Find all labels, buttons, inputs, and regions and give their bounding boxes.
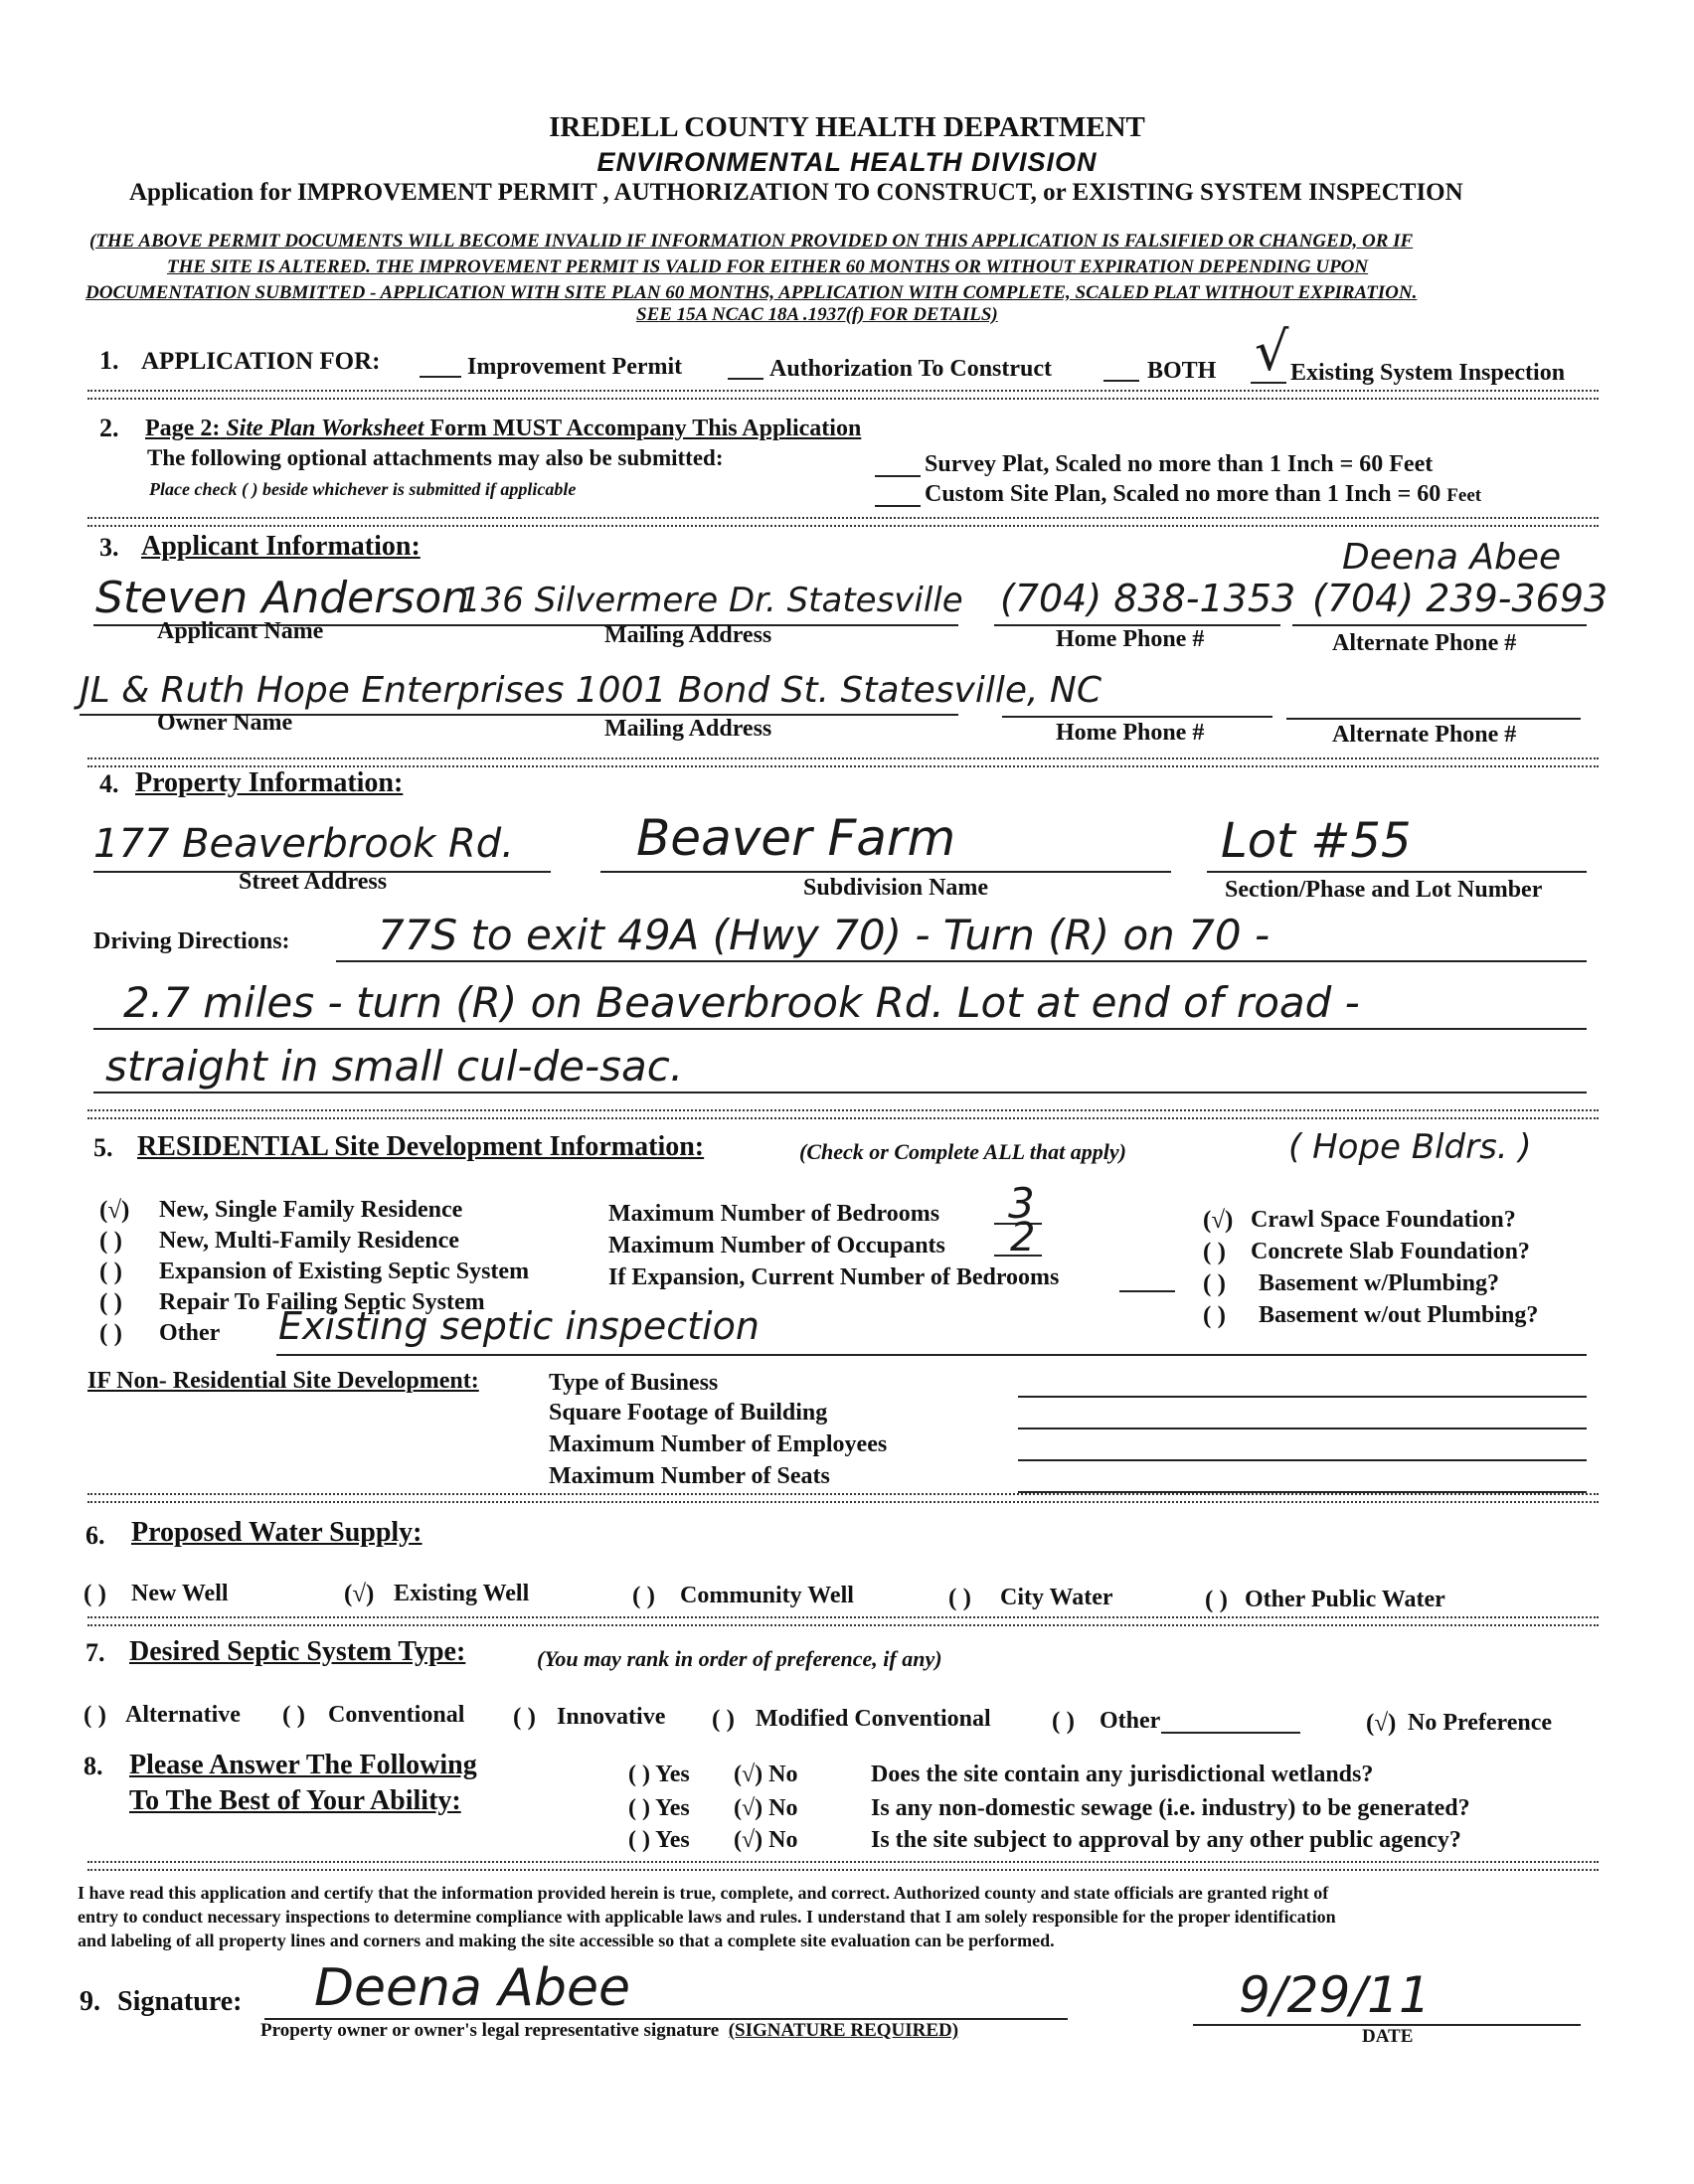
owner-name-label: Owner Name (157, 710, 293, 736)
separator (87, 390, 1599, 400)
must-accompany-label: Form MUST Accompany This Application (429, 416, 862, 441)
square-footage-label: Square Footage of Building (549, 1400, 828, 1426)
new-well-checkbox[interactable]: ( ) (84, 1581, 106, 1607)
certification-line-1: I have read this application and certify that the information provided herein is true, complete, and correct. Authorized county and state officials are granted right of (78, 1883, 1329, 1903)
separator (87, 1109, 1599, 1119)
section-7-number: 7. (85, 1638, 105, 1667)
property-info-title: Property Information: (135, 767, 404, 798)
custom-site-plan-blank[interactable] (875, 505, 921, 507)
disclaimer-line-4: SEE 15A NCAC 18A .1937(f) FOR DETAILS) (636, 304, 998, 325)
innovative-label: Innovative (557, 1704, 666, 1730)
subdivision-line (600, 871, 1171, 873)
signature-caption-text: Property owner or owner's legal representative signature (260, 2020, 720, 2041)
optional-attachments-text: The following optional attachments may also be submitted: (147, 445, 724, 470)
street-address-value[interactable]: 177 Beaverbrook Rd. (93, 821, 514, 867)
alt-phone-line (1292, 624, 1587, 626)
separator (87, 1861, 1599, 1871)
other-line (276, 1354, 1587, 1356)
max-bedrooms-label: Maximum Number of Bedrooms (608, 1201, 940, 1227)
square-footage-line[interactable] (1018, 1428, 1587, 1429)
subdivision-value[interactable]: Beaver Farm (636, 809, 956, 867)
concrete-slab-label: Concrete Slab Foundation? (1251, 1239, 1530, 1264)
separator (87, 517, 1599, 527)
existing-well-label: Existing Well (394, 1581, 530, 1606)
basement-no-plumbing-label: Basement w/out Plumbing? (1259, 1302, 1539, 1328)
survey-plat-blank[interactable] (875, 475, 921, 477)
basement-no-plumbing-checkbox[interactable]: ( ) (1203, 1302, 1226, 1329)
builder-note: ( Hope Bldrs. ) (1288, 1127, 1532, 1167)
repair-checkbox[interactable]: ( ) (99, 1289, 122, 1316)
subdivision-label: Subdivision Name (803, 875, 989, 901)
site-plan-requirement (145, 416, 861, 442)
multi-family-checkbox[interactable]: ( ) (99, 1228, 122, 1255)
improvement-permit-blank (420, 376, 461, 378)
no-preference-checkbox[interactable]: (√) (1366, 1710, 1397, 1737)
both-blank (1103, 380, 1139, 382)
section-5-number: 5. (93, 1133, 113, 1162)
option-existing-system-inspection[interactable]: Existing System Inspection (1290, 360, 1566, 386)
signature-caption (260, 2020, 958, 2042)
owner-value[interactable]: JL & Ruth Hope Enterprises 1001 Bond St. Statesville, NC (80, 670, 1101, 711)
division-title: ENVIRONMENTAL HEALTH DIVISION (596, 147, 1098, 177)
expansion-label: Expansion of Existing Septic System (159, 1259, 530, 1284)
authorization-blank (728, 378, 763, 380)
employees-line[interactable] (1018, 1459, 1587, 1461)
disclaimer-line-2: THE SITE IS ALTERED. THE IMPROVEMENT PERMIT IS VALID FOR EITHER 60 MONTHS OR WITHOUT EXPIRATION DEPENDING UPON (167, 256, 1369, 277)
max-employees-label: Maximum Number of Employees (549, 1431, 888, 1457)
non-domestic-yes[interactable]: ( ) Yes (628, 1795, 690, 1821)
other-public-water-checkbox[interactable]: ( ) (1205, 1587, 1228, 1613)
other-septic-line[interactable] (1161, 1732, 1300, 1734)
crawl-space-label: Crawl Space Foundation? (1251, 1207, 1516, 1233)
other-agency-no[interactable]: (√) No (734, 1827, 798, 1853)
survey-plat-option: Survey Plat, Scaled no more than 1 Inch = 60 Feet (925, 451, 1434, 477)
basement-plumbing-checkbox[interactable]: ( ) (1203, 1270, 1226, 1297)
questions-title-1: Please Answer The Following (129, 1750, 477, 1780)
max-occupants-value[interactable]: 2 (1010, 1215, 1036, 1260)
directions-underline-1 (336, 960, 1587, 962)
max-bedrooms-value[interactable]: 3 (1008, 1179, 1035, 1228)
applicant-address-value[interactable]: 136 Silvermere Dr. Statesville (459, 581, 963, 620)
concrete-slab-checkbox[interactable]: ( ) (1203, 1239, 1226, 1265)
certification-line-3: and labeling of all property lines and corners and making the site accessible so that a complete site evaluation can be performed. (78, 1931, 1055, 1950)
place-check-note: Place check ( ) beside whichever is submitted if applicable (149, 479, 577, 499)
non-domestic-no[interactable]: (√) No (734, 1795, 798, 1821)
alternative-label: Alternative (125, 1702, 241, 1728)
home-phone-label: Home Phone # (1056, 626, 1205, 652)
date-value[interactable]: 9/29/11 (1239, 1966, 1431, 2024)
section-8-number: 8. (84, 1752, 103, 1780)
max-seats-label: Maximum Number of Seats (549, 1463, 830, 1489)
mailing-address-label: Mailing Address (604, 622, 772, 648)
septic-type-subtitle: (You may rank in order of preference, if any) (537, 1646, 942, 1671)
directions-line-3[interactable]: straight in small cul-de-sac. (105, 1042, 684, 1091)
section-6-number: 6. (85, 1521, 105, 1550)
lot-label: Section/Phase and Lot Number (1225, 877, 1543, 903)
single-family-label: New, Single Family Residence (159, 1197, 463, 1223)
single-family-checkbox[interactable]: (√) (99, 1197, 130, 1224)
multi-family-label: New, Multi-Family Residence (159, 1228, 459, 1254)
basement-plumbing-label: Basement w/Plumbing? (1259, 1270, 1500, 1296)
option-both[interactable]: BOTH (1147, 358, 1217, 384)
application-title: for IMPROVEMENT PERMIT , AUTHORIZATION TO CONSTRUCT, or EXISTING SYSTEM INSPECTION (259, 179, 1463, 206)
conventional-label: Conventional (328, 1702, 465, 1728)
applicant-name-label: Applicant Name (157, 618, 324, 644)
wetlands-question: Does the site contain any jurisdictional wetlands? (871, 1762, 1374, 1787)
city-water-label: City Water (1000, 1585, 1113, 1610)
date-label: DATE (1362, 2026, 1414, 2047)
expansion-bedrooms-label: If Expansion, Current Number of Bedrooms (608, 1264, 1060, 1290)
lot-line (1207, 871, 1587, 873)
owner-mailing-label: Mailing Address (604, 716, 772, 742)
directions-underline-3 (93, 1092, 1587, 1093)
wetlands-no[interactable]: (√) No (734, 1762, 798, 1787)
owner-home-phone-line[interactable] (1002, 716, 1272, 718)
disclaimer-line-3: DOCUMENTATION SUBMITTED - APPLICATION WITH SITE PLAN 60 MONTHS, APPLICATION WITH COMPLETE, SCALED PLAT WITHOUT EXPIRATION. (85, 282, 1418, 303)
other-label: Other (159, 1320, 221, 1346)
water-supply-title: Proposed Water Supply: (131, 1517, 423, 1548)
directions-line-2[interactable]: 2.7 miles - turn (R) on Beaverbrook Rd. Lot at end of road - (123, 978, 1360, 1027)
new-well-label: New Well (131, 1581, 229, 1606)
applicant-info-title: Applicant Information: (141, 531, 421, 562)
septic-type-title: Desired Septic System Type: (129, 1636, 466, 1667)
custom-site-plan-option (925, 481, 1481, 508)
custom-site-plan-unit: Feet (1446, 485, 1482, 506)
modified-conventional-checkbox[interactable]: ( ) (712, 1706, 735, 1733)
other-septic-checkbox[interactable]: ( ) (1052, 1708, 1075, 1735)
other-value[interactable]: Existing septic inspection (278, 1304, 760, 1348)
street-address-label: Street Address (239, 869, 388, 895)
repair-label: Repair To Failing Septic System (159, 1289, 485, 1315)
owner-alt-phone-line[interactable] (1286, 718, 1581, 720)
separator (87, 1616, 1599, 1626)
option-improvement-permit[interactable]: Improvement Permit (467, 354, 683, 380)
community-well-label: Community Well (680, 1583, 854, 1608)
modified-conventional-label: Modified Conventional (756, 1706, 991, 1732)
disclaimer-line-1: (THE ABOVE PERMIT DOCUMENTS WILL BECOME INVALID IF INFORMATION PROVIDED ON THIS APPLICATION IS FALSIFIED OR CHANGED, OR IF (89, 231, 1414, 252)
conventional-checkbox[interactable]: ( ) (282, 1702, 305, 1729)
community-well-checkbox[interactable]: ( ) (632, 1583, 655, 1609)
option-authorization-to-construct[interactable]: Authorization To Construct (769, 356, 1053, 382)
wetlands-yes[interactable]: ( ) Yes (628, 1762, 690, 1787)
section-3-number: 3. (99, 533, 119, 562)
max-occupants-label: Maximum Number of Occupants (608, 1233, 945, 1259)
application-for-label: APPLICATION FOR: (141, 348, 381, 375)
occupants-line (994, 1255, 1042, 1257)
other-checkbox[interactable]: ( ) (99, 1320, 122, 1347)
signature-required-text: (SIGNATURE REQUIRED) (728, 2020, 959, 2041)
business-type-line[interactable] (1018, 1396, 1587, 1398)
signature-label: Signature: (117, 1986, 243, 2017)
section-2-number: 2. (99, 414, 119, 442)
no-preference-label: No Preference (1408, 1710, 1553, 1736)
alternate-phone-value[interactable]: (704) 239-3693 (1312, 577, 1609, 620)
certification-line-2: entry to conduct necessary inspections to determine compliance with applicable laws and rules. I understand that I am solely responsible for the proper identification (78, 1907, 1336, 1927)
innovative-checkbox[interactable]: ( ) (513, 1704, 536, 1731)
other-agency-yes[interactable]: ( ) Yes (628, 1827, 690, 1853)
non-residential-label: IF Non- Residential Site Development: (87, 1368, 479, 1394)
alternate-phone-label: Alternate Phone # (1332, 630, 1517, 656)
site-plan-worksheet-label: Site Plan Worksheet (226, 416, 424, 441)
driving-directions-label: Driving Directions: (93, 928, 290, 954)
home-phone-value[interactable]: (704) 838-1353 (1000, 577, 1296, 620)
alternate-contact-name: Deena Abee (1342, 537, 1562, 578)
applicant-name-value[interactable]: Steven Anderson (95, 573, 470, 623)
directions-underline-2 (93, 1028, 1587, 1030)
signature-value[interactable]: Deena Abee (314, 1958, 630, 2018)
expansion-checkbox[interactable]: ( ) (99, 1259, 122, 1285)
residential-title: RESIDENTIAL Site Development Information: (137, 1131, 705, 1162)
alternative-checkbox[interactable]: ( ) (84, 1702, 106, 1729)
separator (87, 757, 1599, 767)
other-septic-label: Other (1100, 1708, 1161, 1734)
existing-inspection-check: √ (1255, 320, 1289, 383)
department-title: IREDELL COUNTY HEALTH DEPARTMENT (549, 111, 1145, 143)
other-agency-question: Is the site subject to approval by any other public agency? (871, 1827, 1461, 1853)
questions-title-2: To The Best of Your Ability: (129, 1785, 461, 1816)
custom-site-plan-text: Custom Site Plan, Scaled no more than 1 Inch = 60 (925, 481, 1441, 507)
crawl-space-checkbox[interactable]: (√) (1203, 1207, 1234, 1234)
directions-line-1[interactable]: 77S to exit 49A (Hwy 70) - Turn (R) on 70 - (378, 911, 1270, 959)
existing-well-checkbox[interactable]: (√) (344, 1581, 375, 1607)
page-2-label: Page 2: (145, 416, 221, 441)
expansion-bedrooms-line[interactable] (1119, 1290, 1175, 1292)
residential-subtitle: (Check or Complete ALL that apply) (799, 1139, 1126, 1164)
separator (87, 1493, 1599, 1503)
type-of-business-label: Type of Business (549, 1370, 719, 1396)
other-public-water-label: Other Public Water (1245, 1587, 1445, 1612)
application-prefix: Application (129, 179, 254, 206)
section-4-number: 4. (99, 769, 119, 798)
lot-number-value[interactable]: Lot #55 (1221, 813, 1412, 869)
section-9-number: 9. (80, 1986, 100, 2017)
non-domestic-question: Is any non-domestic sewage (i.e. industry) to be generated? (871, 1795, 1470, 1821)
section-1-number: 1. (99, 346, 119, 375)
owner-home-phone-label: Home Phone # (1056, 720, 1205, 746)
city-water-checkbox[interactable]: ( ) (948, 1585, 971, 1611)
owner-alt-phone-label: Alternate Phone # (1332, 722, 1517, 748)
application-heading (129, 179, 1463, 207)
